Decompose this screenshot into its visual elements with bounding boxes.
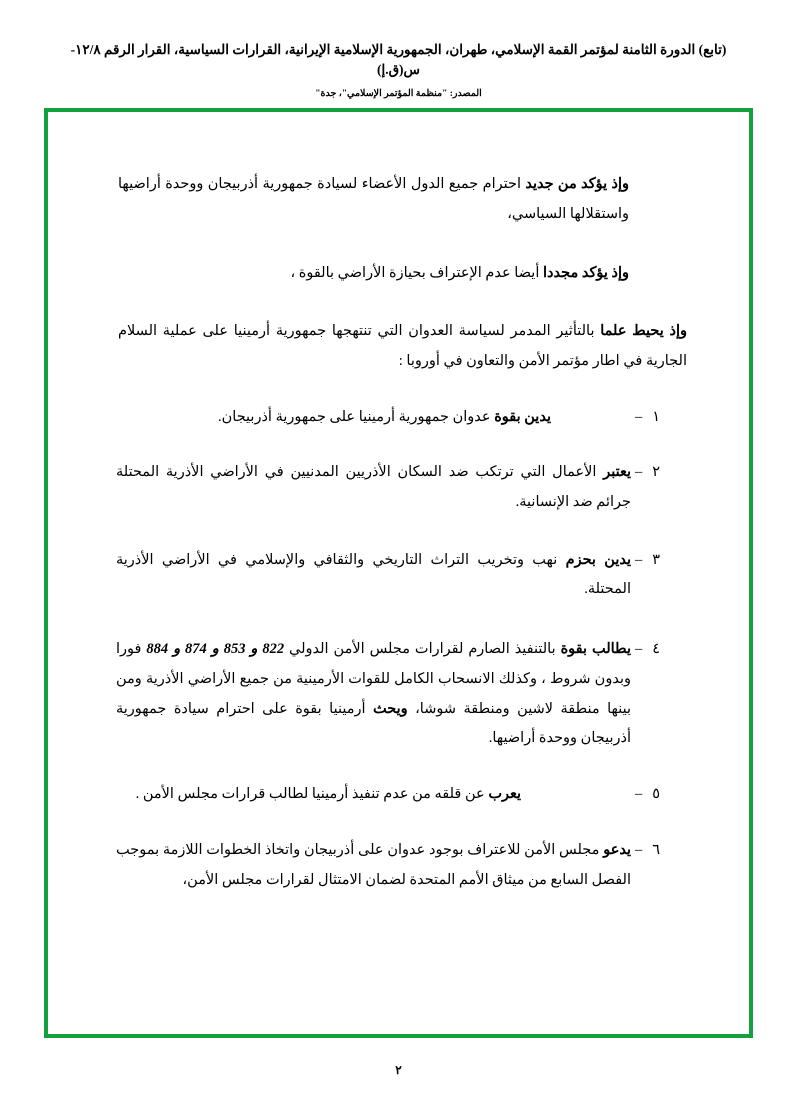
list-item-4-body-3: أرمينيا بقوة على احترام سيادة جمهورية أذربيجان ووحدة أراضيها. bbox=[116, 700, 631, 747]
paragraph-2-lead: وإذ يؤكد مجددا bbox=[542, 265, 629, 282]
list-item-text-2 bbox=[110, 458, 631, 517]
list-item bbox=[110, 780, 687, 810]
list-item-3-body: نهب وتخريب التراث التاريخي والثقافي والإسلامي في الأراضي الأذرية المحتلة. bbox=[116, 551, 631, 598]
list-item-text-5 bbox=[110, 780, 631, 810]
list-item-3-lead: يدين بحزم bbox=[565, 551, 632, 568]
list-item-4-resolution-numbers: 822 و 853 و 874 و 884 bbox=[146, 641, 285, 658]
list-item bbox=[110, 458, 687, 517]
list-item-text-3 bbox=[110, 546, 631, 605]
paragraph-2 bbox=[110, 259, 687, 289]
list-item bbox=[110, 403, 687, 433]
list-item-number-5 bbox=[631, 780, 687, 810]
list-item-2-lead: يعتبر bbox=[603, 464, 631, 481]
list-item bbox=[110, 546, 687, 605]
list-item-dash-2: – bbox=[635, 464, 643, 481]
list-item-1-lead: يدين بقوة bbox=[494, 408, 551, 425]
list-item-4-lead-2: ويحث bbox=[373, 700, 408, 717]
list-item-dash-3: – bbox=[635, 551, 643, 568]
page-number-footer: ٢ bbox=[395, 1063, 402, 1077]
list-item-dash-1: – bbox=[635, 408, 643, 425]
list-item-text-4 bbox=[110, 635, 631, 754]
paragraph-3 bbox=[110, 317, 687, 376]
paragraph-2-text: أيضا عدم الإعتراف بحيازة الأراضي بالقوة ، bbox=[290, 265, 543, 282]
list-item-number-1 bbox=[631, 403, 687, 433]
list-item-text-6 bbox=[110, 836, 631, 895]
list-item-number-4 bbox=[631, 635, 687, 665]
numbered-clause-list bbox=[110, 403, 687, 896]
list-item-2-body: الأعمال التي ترتكب ضد السكان الأذريين المدنيين في الأراضي الأذرية المحتلة جرائم ضد الإنسانية. bbox=[116, 464, 631, 511]
list-item-dash-5: – bbox=[635, 786, 643, 803]
green-content-frame bbox=[44, 108, 753, 1038]
list-item-text-1 bbox=[110, 403, 631, 433]
list-item-number-2-value: ٢ bbox=[652, 464, 661, 481]
list-item-number-6-value: ٦ bbox=[652, 841, 661, 858]
list-item-5-body: عن قلقه من عدم تنفيذ أرمينيا لطالب قرارات مجلس الأمن . bbox=[135, 786, 489, 803]
list-item-5-lead: يعرب bbox=[488, 786, 521, 803]
list-item-dash-4: – bbox=[635, 641, 643, 658]
list-item bbox=[110, 836, 687, 895]
list-item-number-3 bbox=[631, 546, 687, 576]
paragraph-1-lead: وإذ يؤكد من جديد bbox=[525, 176, 629, 192]
list-item-6-lead: يدعو bbox=[603, 841, 631, 858]
paragraph-3-text: بالتأثير المدمر لسياسة العدوان التي تنتهجها جمهورية أرمينيا على عملية السلام الجارية في اطار مؤتمر الأمن والتعاون في أوروبا : bbox=[118, 323, 687, 369]
list-item-1-body: عدوان جمهورية أرمينيا على جمهورية أذربيجان. bbox=[218, 408, 495, 425]
list-item-4-lead: يطالب بقوة bbox=[560, 641, 631, 658]
list-item-number-3-value: ٣ bbox=[652, 551, 661, 568]
list-item-dash-6: – bbox=[635, 841, 643, 858]
list-item-number-6 bbox=[631, 836, 687, 866]
list-item-6-body: مجلس الأمن للاعتراف بوجود عدوان على أذربيجان واتخاذ الخطوات اللازمة بموجب الفصل السابع من ميثاق الأمم المتحدة لضمان الامتثال لقرارات مجلس الأمن، bbox=[116, 841, 631, 888]
list-item bbox=[110, 635, 687, 754]
header-title: (تابع) الدورة الثامنة لمؤتمر القمة الإسلامي، طهران، الجمهورية الإسلامية الإيرانية، القرارات السياسية، القرار الرقم ١٢/٨-س(ق.إ) bbox=[70, 42, 727, 78]
header-source: المصدر: "منظمة المؤتمر الإسلامي"، جدة" bbox=[315, 88, 482, 99]
list-item-number-4-value: ٤ bbox=[652, 641, 661, 658]
paragraph-1-text: احترام جميع الدول الأعضاء لسيادة جمهورية أذربيجان ووحدة أراضيها واستقلالها السياسي، bbox=[118, 176, 629, 222]
list-item-4-body: بالتنفيذ الصارم لقرارات مجلس الأمن الدولي bbox=[284, 641, 561, 658]
list-item-4-body-2: فورا وبدون شروط ، وكذلك الانسحاب الكامل للقوات الأرمينية من جميع الأراضي الأذرية ومن بينها منطقة لاشين ومنطقة شوشا، bbox=[116, 641, 631, 717]
list-item-number-2 bbox=[631, 458, 687, 488]
list-item-number-1-value: ١ bbox=[652, 408, 661, 425]
paragraph-3-lead: وإذ يحيط علما bbox=[600, 323, 687, 340]
list-item-number-5-value: ٥ bbox=[652, 786, 661, 803]
paragraph-1 bbox=[110, 170, 687, 229]
document-header bbox=[0, 40, 797, 99]
content-area bbox=[48, 112, 749, 1034]
